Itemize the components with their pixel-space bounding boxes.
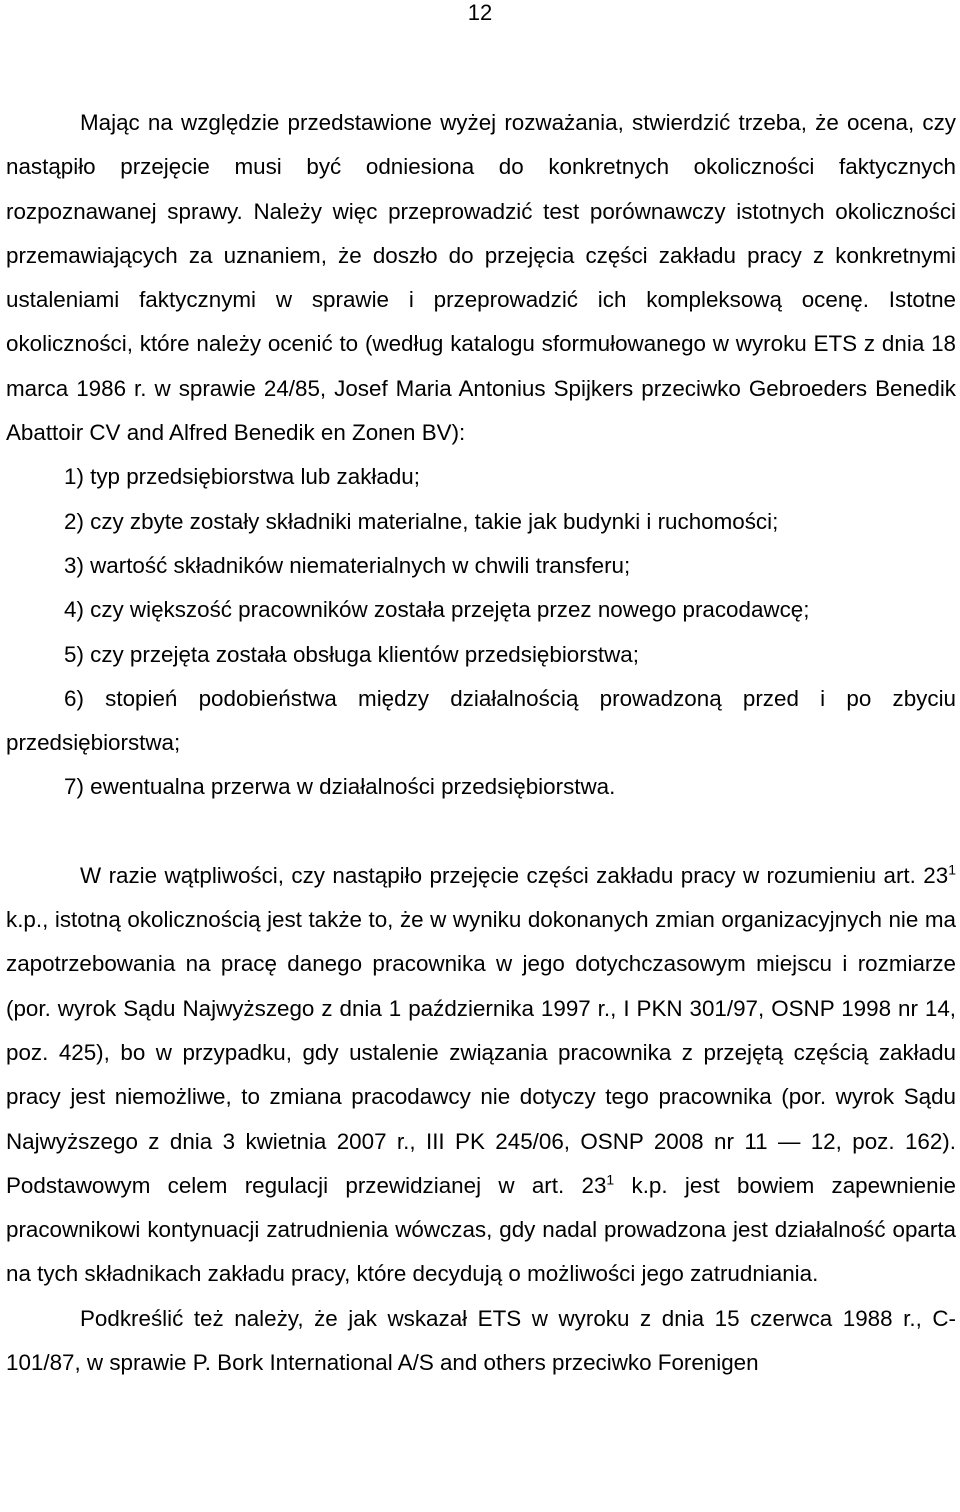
list-item: 1) typ przedsiębiorstwa lub zakładu;: [64, 464, 420, 490]
paragraph-intro: Mając na względzie przedstawione wyżej rozważania, stwierdzić trzeba, że ocena, czy nastąpiło przejęcie musi być odniesiona do konkretnych okoliczności faktycznych rozpoznawanej sprawy. Należy więc przeprowadzić test porównawczy istotnych okoliczności przemawiających za uznaniem, że doszło do przejęcia części zakładu pracy z konkretnymi ustaleniami faktycznymi w sprawie i przeprowadzić ich kompleksową ocenę. Istotne okoliczności, które należy ocenić to (według katalogu sformułowanego w wyroku ETS z dnia 18 marca 1986 r. w sprawie 24/85, Josef Maria Antonius Spijkers przeciwko Gebroeders Benedik Abattoir CV and Alfred Benedik en Zonen BV):: [6, 110, 956, 446]
list-item: 4) czy większość pracowników została przejęta przez nowego pracodawcę;: [64, 597, 810, 623]
document-body: [6, 101, 956, 1385]
criteria-list: [6, 455, 956, 809]
list-item: 3) wartość składników niematerialnych w chwili transferu;: [64, 552, 631, 578]
paragraph-doubt-part3: k.p. jest bowiem zapewnienie pracownikowi kontynuacji zatrudnienia wówczas, gdy nadal prowadzona jest działalność oparta na tych składnikach zakładu pracy, które decydują o możliwości jego zatrudniania.: [6, 1172, 957, 1287]
list-item: 6) stopień podobieństwa między działalnością prowadzoną przed i po zbyciu przedsiębiorstwa;: [6, 685, 956, 756]
list-item: 2) czy zbyte zostały składniki materialne, takie jak budynki i ruchomości;: [64, 508, 779, 534]
page-number: 12: [467, 0, 493, 25]
article-superscript: 1: [606, 1171, 615, 1188]
paragraph-doubt-part2: k.p., istotną okolicznością jest także to, że w wyniku dokonanych zmian organizacyjnych nie ma zapotrzebowania na pracę danego pracownika w jego dotychczasowym miejscu i rozmiarze (por. wyrok Sądu Najwyższego z dnia 1 października 1997 r., I PKN 301/97, OSNP 1998 nr 14, poz. 425), bo w przypadku, gdy ustalenie związania pracownika z przejętą częścią zakładu pracy jest niemożliwe, to zmiana pracodawcy nie dotyczy tego pracownika (por. wyrok Sądu Najwyższego z dnia 3 kwietnia 2007 r., III PK 245/06, OSNP 2008 nr 11 — 12, poz. 162). Podstawowym celem regulacji przewidzianej w art. 23: [6, 907, 956, 1198]
paragraph-spacer: [6, 810, 956, 854]
paragraph-doubt-part1: W razie wątpliwości, czy nastąpiło przejęcie części zakładu pracy w rozumieniu art. 23: [80, 862, 949, 888]
article-superscript: 1: [948, 861, 956, 878]
list-item: 7) ewentualna przerwa w działalności przedsiębiorstwa.: [64, 774, 616, 800]
paragraph-ets: Podkreślić też należy, że jak wskazał ETS w wyroku z dnia 15 czerwca 1988 r., C-101/87, w sprawie P. Bork International A/S and others przeciwko Forenigen: [6, 1305, 956, 1376]
paragraph-doubt: [6, 854, 956, 1297]
list-item: 5) czy przejęta została obsługa klientów przedsiębiorstwa;: [64, 641, 639, 667]
